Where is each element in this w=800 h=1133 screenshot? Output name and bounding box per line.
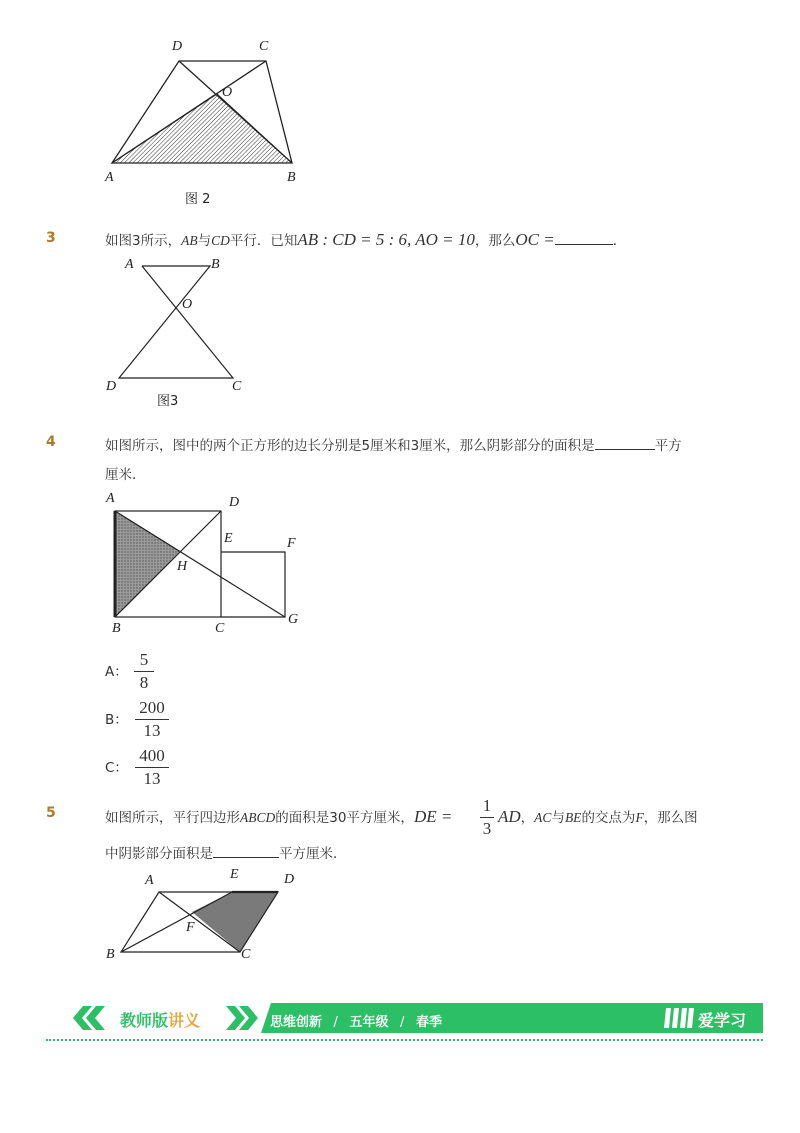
footer-title-part2: 讲义 bbox=[168, 1011, 201, 1030]
option-b-fraction: 200 13 bbox=[135, 699, 169, 740]
question-3-number: 3 bbox=[46, 230, 56, 246]
footer-dotted-line bbox=[46, 1039, 763, 1041]
question-5-line-1-cont: AD，AC与BE的交点为F，那么图 bbox=[498, 807, 698, 826]
label-b: B bbox=[287, 170, 296, 185]
option-c-fraction: 400 13 bbox=[135, 747, 169, 788]
question-4-line-2: 厘米． bbox=[105, 467, 146, 483]
label-d: D bbox=[172, 39, 183, 54]
label-d: D bbox=[229, 495, 240, 510]
question-5-line-2: 中阴影部分面积是 平方厘米． bbox=[105, 843, 347, 864]
label-e: E bbox=[224, 531, 233, 546]
label-a: A bbox=[105, 170, 114, 185]
option-a-label: A： bbox=[105, 664, 128, 680]
label-b: B bbox=[106, 947, 115, 962]
label-c: C bbox=[232, 379, 242, 394]
label-g: G bbox=[288, 612, 299, 627]
figure-4 bbox=[100, 488, 310, 638]
option-a-fraction: 5 8 bbox=[134, 651, 154, 692]
answer-blank-q4[interactable] bbox=[595, 435, 655, 450]
figure-2-caption: 图 2 bbox=[185, 192, 211, 207]
label-a: A bbox=[106, 491, 115, 506]
label-h: H bbox=[177, 559, 188, 574]
option-c-label: C： bbox=[105, 760, 128, 776]
label-b: B bbox=[211, 257, 220, 272]
figure-3-caption: 图3 bbox=[157, 394, 179, 409]
question-4-line-1: 如图所示，图中的两个正方形的边长分别是5厘米和3厘米，那么阴影部分的面积是 平方 bbox=[105, 435, 682, 456]
label-a: A bbox=[125, 257, 134, 272]
answer-blank-q5[interactable] bbox=[213, 843, 279, 858]
question-5-line-1: 如图所示，平行四边形ABCD的面积是30平方厘米，DE = bbox=[105, 807, 453, 826]
label-o: O bbox=[222, 85, 233, 100]
shaded-triangle-abh bbox=[115, 511, 180, 617]
brand-logo-icon bbox=[664, 1006, 694, 1030]
breadcrumb-separator: / bbox=[333, 1015, 338, 1030]
answer-blank-q3[interactable] bbox=[555, 230, 613, 245]
label-c: C bbox=[259, 39, 269, 54]
figure-2 bbox=[100, 30, 320, 210]
label-f: F bbox=[186, 920, 195, 935]
breadcrumb-item: 思维创新 bbox=[270, 1015, 323, 1030]
brand-name: 爱学习 bbox=[698, 1011, 747, 1030]
label-b: B bbox=[112, 621, 121, 636]
question-3-text: 如图3所示，AB与CD平行．已知AB : CD = 5 : 6, AO = 10，那么OC = ． bbox=[105, 230, 627, 249]
label-a: A bbox=[145, 873, 154, 888]
footer-title-part1: 教师版 bbox=[120, 1011, 169, 1030]
shaded-quadrilateral bbox=[192, 892, 278, 952]
figure-5 bbox=[100, 865, 300, 965]
footer-title bbox=[120, 1008, 200, 1031]
question-5-number: 5 bbox=[46, 805, 56, 821]
label-d: D bbox=[284, 872, 295, 887]
label-c: C bbox=[215, 621, 225, 636]
breadcrumb-separator: / bbox=[400, 1015, 405, 1030]
question-4-number: 4 bbox=[46, 434, 56, 450]
label-f: F bbox=[287, 536, 296, 551]
fraction-one-third: 1 3 bbox=[480, 797, 494, 838]
breadcrumb-item: 五年级 bbox=[349, 1015, 389, 1030]
label-e: E bbox=[230, 867, 239, 882]
label-d: D bbox=[106, 379, 117, 394]
footer-breadcrumb bbox=[270, 1011, 442, 1030]
option-b-label: B： bbox=[105, 712, 128, 728]
label-c: C bbox=[241, 947, 251, 962]
label-o: O bbox=[182, 297, 193, 312]
shaded-triangle-aob bbox=[112, 94, 292, 163]
breadcrumb-item: 春季 bbox=[415, 1015, 442, 1030]
figure-3 bbox=[100, 252, 260, 412]
